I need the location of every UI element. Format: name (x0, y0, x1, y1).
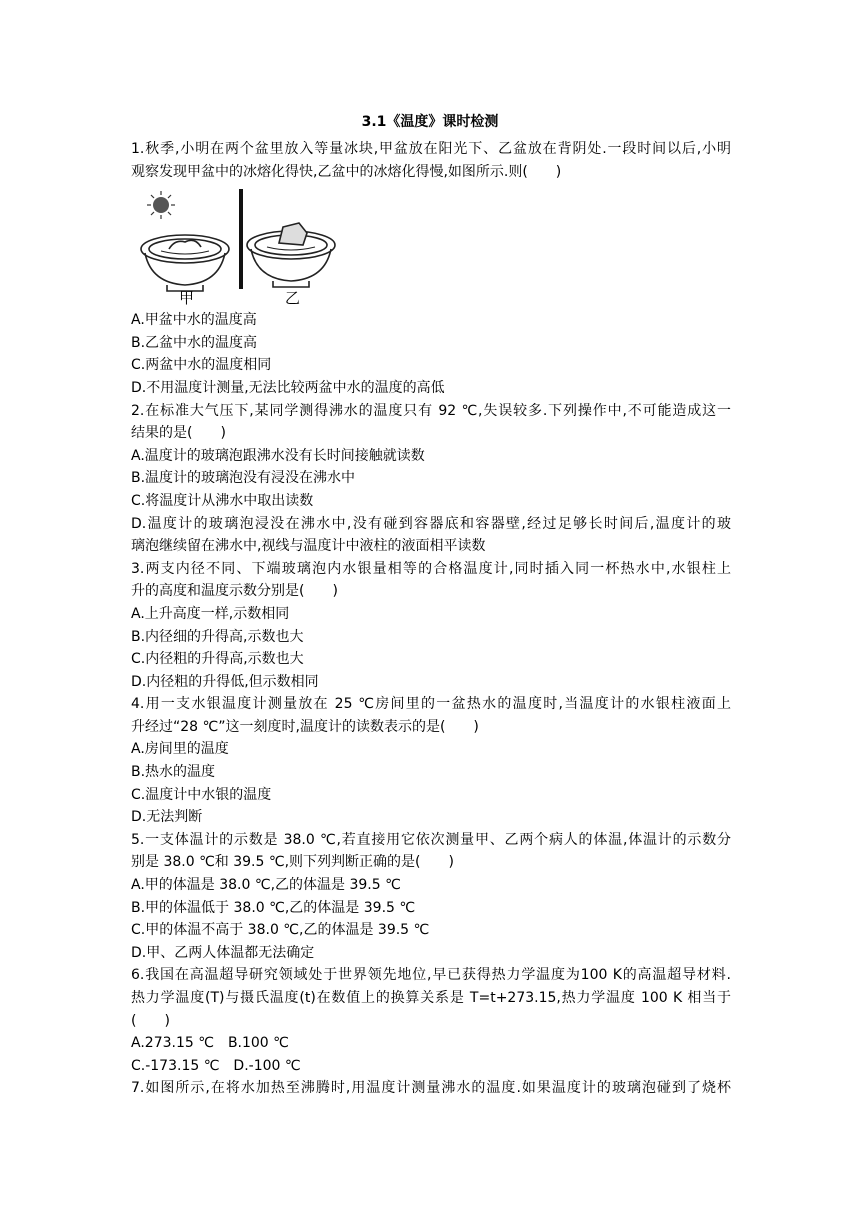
question-7-stem-line-1: 7.如图所示,在将水加热至沸腾时,用温度计测量沸水的温度.如果温度计的玻璃泡碰到了烧杯 (131, 1080, 731, 1097)
question-2-option-a: A.温度计的玻璃泡跟沸水没有长时间接触就读数 (131, 447, 425, 464)
question-1-option-b: B.乙盆中水的温度高 (131, 334, 258, 351)
sun-icon (147, 191, 175, 219)
question-6 (131, 964, 731, 1077)
question-4 (131, 693, 731, 829)
question-4-option-d: D.无法判断 (131, 809, 203, 826)
ice-basins-illustration (131, 187, 351, 307)
question-3-stem-line-2: 升的高度和温度示数分别是( ) (131, 583, 338, 600)
question-4-option-a: A.房间里的温度 (131, 741, 229, 758)
divider-wall (239, 189, 243, 289)
question-1 (131, 138, 731, 400)
question-5-option-b: B.甲的体温低于 38.0 ℃,乙的体温是 39.5 ℃ (131, 899, 416, 916)
question-2-option-b: B.温度计的玻璃泡没有浸没在沸水中 (131, 470, 356, 487)
question-1-stem-line-2: 观察发现甲盆中的冰熔化得快,乙盆中的冰熔化得慢,如图所示.则( ) (131, 163, 562, 180)
question-2-stem-line-2: 结果的是( ) (131, 425, 226, 442)
question-4-stem-line-2: 升经过“28 ℃”这一刻度时,温度计的读数表示的是( ) (131, 718, 479, 735)
question-2-option-d-line-2: 璃泡继续留在沸水中,视线与温度计中液柱的液面相平读数 (131, 538, 486, 555)
question-4-option-c: C.温度计中水银的温度 (131, 786, 272, 803)
question-6-stem-line-3: ( ) (131, 1012, 170, 1029)
question-6-option-row-1: A.273.15 ℃ B.100 ℃ (131, 1035, 289, 1052)
page-title: 3.1《温度》课时检测 (361, 114, 499, 130)
question-5 (131, 829, 731, 965)
question-2-stem-line-1: 2.在标准大气压下,某同学测得沸水的温度只有 92 ℃,失误较多.下列操作中,不可能造成这一 (131, 402, 731, 419)
question-1-option-a: A.甲盆中水的温度高 (131, 312, 257, 329)
question-4-option-b: B.热水的温度 (131, 764, 216, 781)
question-3-option-b: B.内径细的升得高,示数也大 (131, 628, 304, 645)
question-5-option-a: A.甲的体温是 38.0 ℃,乙的体温是 39.5 ℃ (131, 877, 401, 894)
question-5-stem-line-1: 5.一支体温计的示数是 38.0 ℃,若直接用它依次测量甲、乙两个病人的体温,体温计的示数分 (131, 831, 731, 848)
question-7 (131, 1077, 731, 1100)
question-1-stem-line-1: 1.秋季,小明在两个盆里放入等量冰块,甲盆放在阳光下、乙盆放在背阴处.一段时间以后,小明 (131, 141, 731, 157)
question-6-stem-line-1: 6.我国在高温超导研究领域处于世界领先地位,早已获得热力学温度为100 K的高温超导材料. (131, 967, 731, 984)
question-3-stem-line-1: 3.两支内径不同、下端玻璃泡内水银量相等的合格温度计,同时插入同一杯热水中,水银柱上 (131, 560, 731, 577)
question-4-stem-line-1: 4.用一支水银温度计测量放在 25 ℃房间里的一盆热水的温度时,当温度计的水银柱液面上 (131, 696, 731, 713)
question-3 (131, 558, 731, 694)
question-list (131, 138, 731, 1100)
question-1-option-c: C.两盆中水的温度相同 (131, 357, 272, 374)
question-2-option-c: C.将温度计从沸水中取出读数 (131, 492, 314, 509)
question-2-option-d-line-1: D.温度计的玻璃泡浸没在沸水中,没有碰到容器底和容器壁,经过足够长时间后,温度计的玻 (131, 515, 731, 532)
question-1-figure (131, 187, 351, 307)
basin-jia-label: 甲 (179, 289, 195, 308)
question-2 (131, 400, 731, 558)
question-5-option-c: C.甲的体温不高于 38.0 ℃,乙的体温是 39.5 ℃ (131, 922, 430, 939)
basin-yi-label: 乙 (285, 289, 301, 308)
question-5-option-d: D.甲、乙两人体温都无法确定 (131, 944, 315, 961)
question-6-stem-line-2: 热力学温度(T)与摄氏温度(t)在数值上的换算关系是 T=t+273.15,热力学温度 100 K 相当于 (131, 990, 731, 1006)
question-3-option-d: D.内径粗的升得低,但示数相同 (131, 673, 319, 690)
basin-jia (141, 235, 229, 291)
basin-yi (247, 223, 335, 287)
question-3-option-c: C.内径粗的升得高,示数也大 (131, 651, 304, 668)
question-5-stem-line-2: 别是 38.0 ℃和 39.5 ℃,则下列判断正确的是( ) (131, 854, 454, 871)
question-6-option-row-2: C.-173.15 ℃ D.-100 ℃ (131, 1057, 301, 1074)
question-3-option-a: A.上升高度一样,示数相同 (131, 605, 290, 622)
question-1-option-d: D.不用温度计测量,无法比较两盆中水的温度的高低 (131, 379, 445, 396)
